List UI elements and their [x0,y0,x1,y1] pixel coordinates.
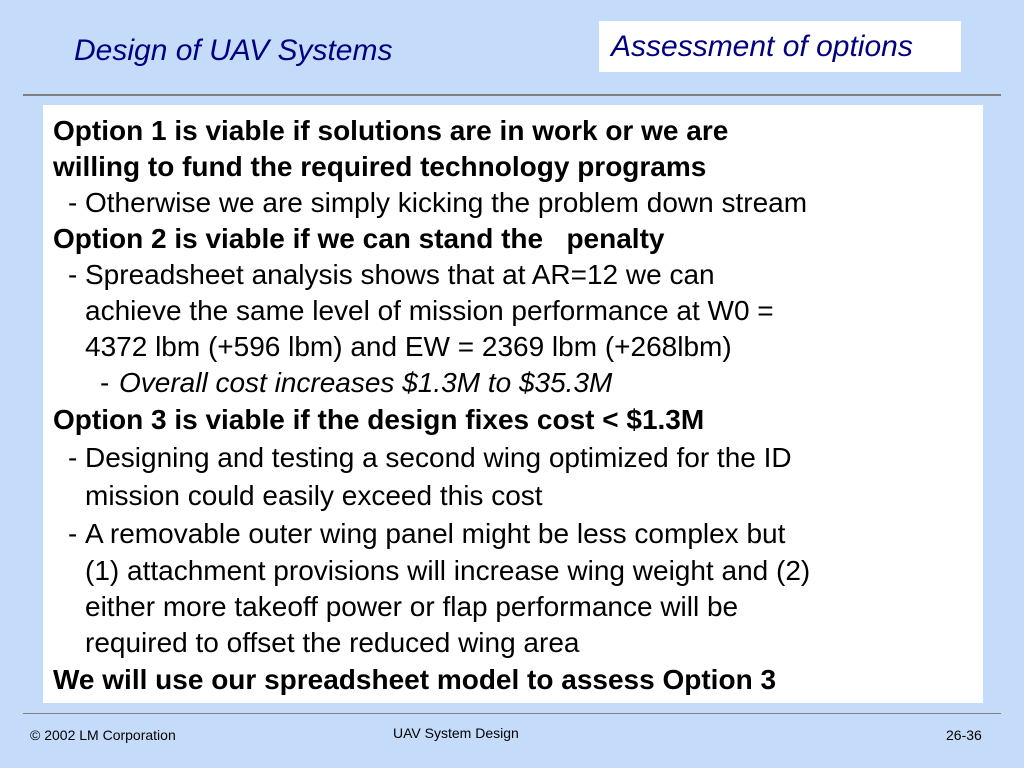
content-line-6 [85,293,774,329]
content-line-16 [53,662,776,698]
bullet-dash: - [100,367,110,398]
line-text: either more takeoff power or flap performance will be [85,591,739,622]
line-text: A removable outer wing panel might be less complex but [85,518,786,549]
line-text: required to offset the reduced wing area [85,627,580,658]
content-line-8 [100,365,613,401]
content-line-7 [85,329,732,365]
bullet-dash: - [68,187,78,218]
footer-page-number: 26-36 [946,727,982,743]
content-panel [43,105,983,703]
line-text: Option 1 is viable if solutions are in work or we are [53,115,729,146]
content-line-15 [85,625,579,661]
line-text: We will use our spreadsheet model to assess Option 3 [53,664,777,695]
content-line-5 [68,257,715,293]
line-text: Option 2 is viable if we can stand the penalty [53,223,665,254]
header-divider [23,94,1001,96]
content-line-14 [85,589,738,625]
line-text: Otherwise we are simply kicking the problem down stream [85,187,808,218]
line-text: willing to fund the required technology programs [53,151,707,182]
footer-copyright: © 2002 LM Corporation [30,727,176,743]
content-line-12 [68,516,786,552]
line-text: 4372 lbm (+596 lbm) and EW = 2369 lbm (+268lbm) [85,331,732,362]
section-title-box [599,21,961,72]
content-line-10 [68,440,792,476]
line-text: mission could easily exceed this cost [85,480,543,511]
bullet-dash: - [68,259,78,290]
line-text: Spreadsheet analysis shows that at AR=12 we can [85,259,715,290]
content-line-13 [85,553,810,589]
content-line-3 [68,185,808,221]
line-text: achieve the same level of mission performance at W0 = [85,295,774,326]
line-text: Designing and testing a second wing optimized for the ID [85,442,792,473]
line-text: Option 3 is viable if the design fixes cost < $1.3M [53,404,705,435]
content-line-1 [53,113,728,149]
line-text: (1) attachment provisions will increase wing weight and (2) [85,555,811,586]
content-line-11 [85,478,543,514]
bullet-dash: - [68,442,78,473]
line-text: Overall cost increases $1.3M to $35.3M [119,367,613,398]
bullet-dash: - [68,518,78,549]
content-line-2 [53,149,706,185]
section-title: Assessment of options [611,30,913,63]
content-line-4 [53,221,664,257]
deck-title: Design of UAV Systems [74,34,393,67]
content-line-9 [53,402,704,438]
footer-divider [23,713,1001,714]
footer-center-title: UAV System Design [393,725,519,741]
